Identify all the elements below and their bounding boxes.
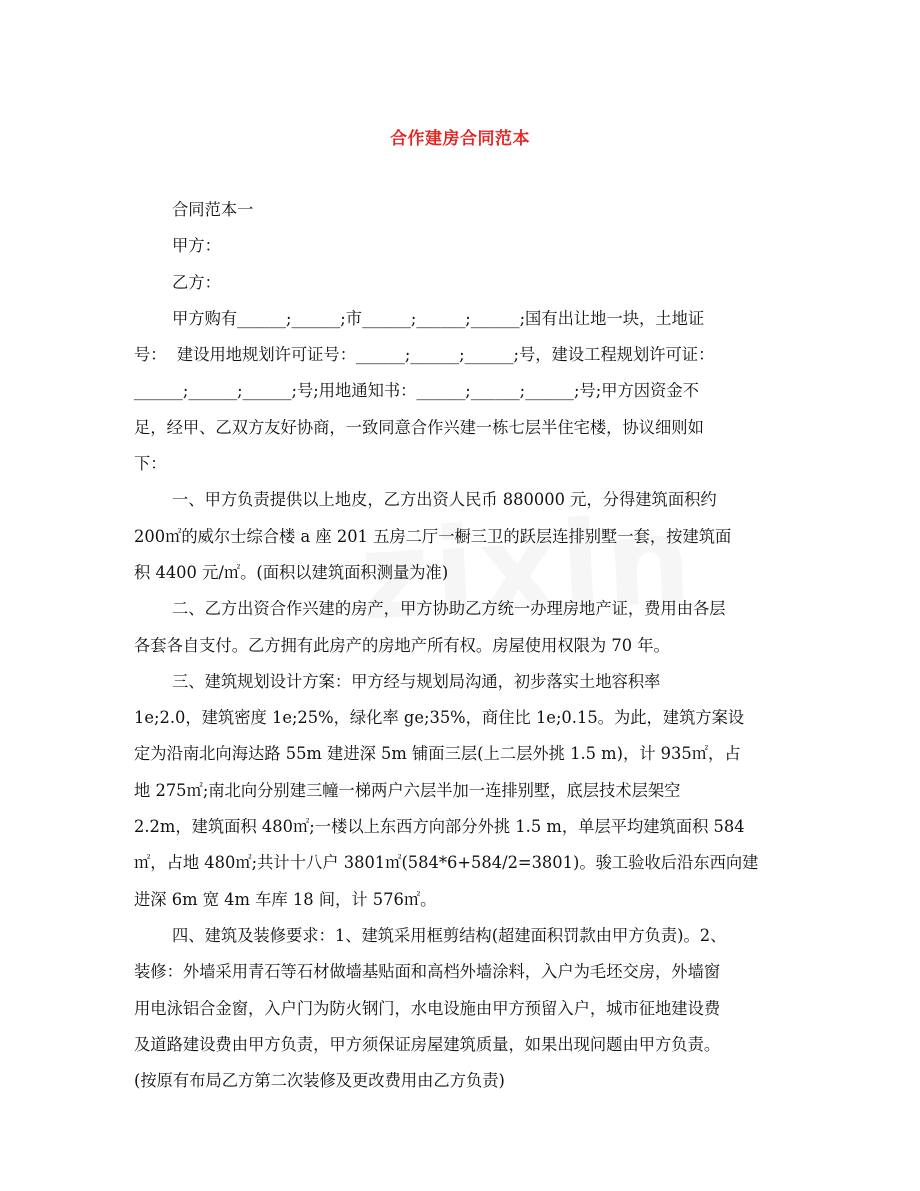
- text-line: 下：: [134, 454, 167, 474]
- clause-3-line: 地 275㎡;南北向分别建三幢一梯两户六层半加一连排别墅，底层技术层架空: [134, 780, 681, 800]
- clause-2-line: 二、乙方出资合作兴建的房产，甲方协助乙方统一办理房地产证，费用由各层: [172, 599, 726, 619]
- clause-4-line: 装修：外墙采用青石等石材做墙基贴面和高档外墙涂料，入户为毛坯交房，外墙窗: [134, 962, 721, 982]
- document-body: [134, 192, 794, 1099]
- clause-4-line: 用电泳铝合金窗，入户门为防火钢门，水电设施由甲方预留入户，城市征地建设费: [134, 998, 721, 1018]
- text-line: 号： 建设用地规划许可证号：______;______;______;号，建设工程规划许可证：: [134, 345, 715, 365]
- clause-3-line: 进深 6m 宽 4m 车库 18 间，计 576㎡。: [134, 889, 437, 909]
- clause-3-line: 三、建筑规划设计方案：甲方经与规划局沟通，初步落实土地容积率: [172, 671, 661, 691]
- clause-1-line: 一、甲方负责提供以上地皮，乙方出资人民币 880000 元，分得建筑面积约: [172, 490, 717, 510]
- clause-4-line: 四、建筑及装修要求：1、建筑采用框剪结构(超建面积罚款由甲方负责)。2、: [172, 925, 727, 945]
- text-line: ______;______;______;号;用地通知书：______;______;______;号;甲方因资金不: [134, 381, 699, 401]
- clause-3-line: 1e;2.0，建筑密度 1e;25%，绿化率 ge;35%，商住比 1e;0.15。为此，建筑方案设: [134, 708, 745, 728]
- clause-1-line: 200㎡的威尔士综合楼 a 座 201 五房二厅一橱三卫的跃层连排别墅一套，按建筑面: [134, 526, 732, 546]
- clause-1-line: 积 4400 元/㎡。(面积以建筑面积测量为准): [134, 562, 449, 582]
- clause-3-line: ㎡，占地 480㎡;共计十八户 3801㎡(584*6+584/2=3801)。骏工验收后沿东西向建: [134, 853, 759, 873]
- party-b-label: 乙方：: [172, 272, 221, 292]
- clause-4-line: 及道路建设费由甲方负责，甲方须保证房屋建筑质量，如果出现问题由甲方负责。: [134, 1034, 721, 1054]
- clause-3-line: 2.2m，建筑面积 480㎡;一楼以上东西方向部分外挑 1.5 m，单层平均建筑面积 584: [134, 817, 745, 837]
- clause-4-line: (按原有布局乙方第二次装修及更改费用由乙方负责): [134, 1071, 505, 1091]
- text-line: 足，经甲、乙双方友好协商，一致同意合作兴建一栋七层半住宅楼，协议细则如: [134, 417, 704, 437]
- section-heading: 合同范本一: [172, 200, 254, 219]
- clause-2-line: 各套各自支付。乙方拥有此房产的房地产所有权。房屋使用权限为 70 年。: [134, 635, 670, 655]
- party-a-label: 甲方：: [172, 236, 221, 256]
- clause-3-line: 定为沿南北向海达路 55m 建进深 5m 铺面三层(上二层外挑 1.5 m)，计 935㎡，占: [134, 744, 741, 764]
- text-line: 甲方购有______;______;市______;______;______;国有出让地一块，土地证: [172, 308, 705, 328]
- document-title: 合作建房合同范本: [390, 129, 530, 149]
